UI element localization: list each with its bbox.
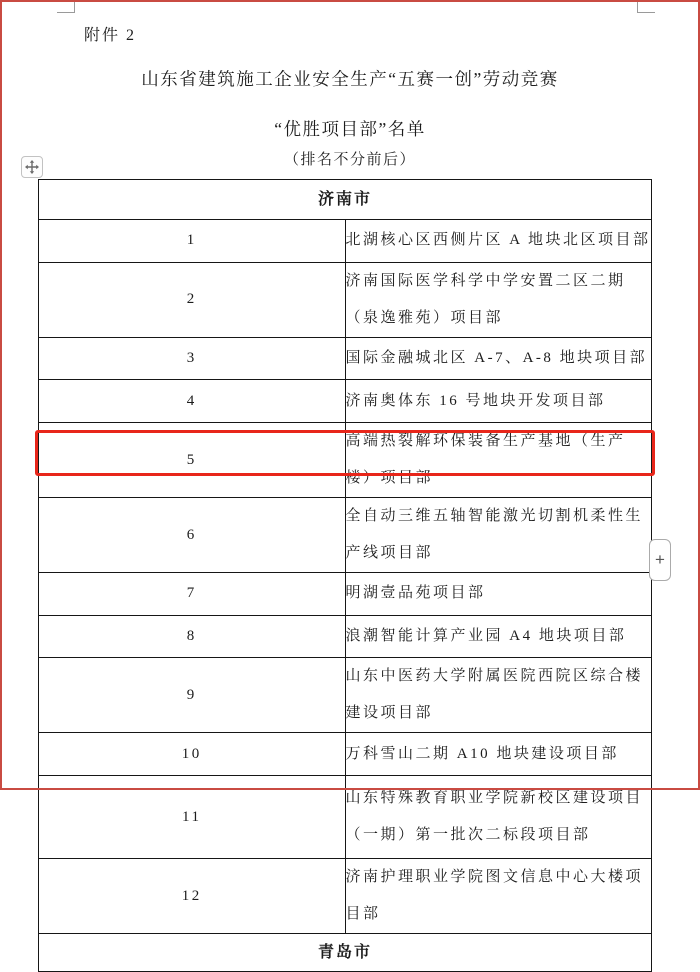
table-row (39, 615, 652, 658)
document-subtitle: （排名不分前后） (283, 152, 416, 168)
project-name[interactable]: 济南奥体东 16 号地块开发项目部 (345, 380, 652, 423)
row-number[interactable]: 9 (39, 658, 346, 733)
table-row (39, 658, 652, 733)
row-number[interactable]: 2 (39, 262, 346, 337)
row-number[interactable]: 8 (39, 615, 346, 658)
project-name[interactable]: 北湖核心区西侧片区 A 地块北区项目部 (345, 220, 652, 263)
row-number[interactable]: 10 (39, 733, 346, 776)
row-number[interactable]: 4 (39, 380, 346, 423)
project-name[interactable]: 山东中医药大学附属医院西院区综合楼建设项目部 (345, 658, 652, 733)
document-title-line1: 山东省建筑施工企业安全生产“五赛一创”劳动竞赛 (141, 69, 559, 89)
project-name[interactable]: 济南护理职业学院图文信息中心大楼项目部 (345, 859, 652, 934)
row-number[interactable]: 11 (39, 776, 346, 859)
table-row-highlighted (39, 498, 652, 573)
table-row (39, 859, 652, 934)
move-arrows-icon (25, 160, 39, 174)
city-header-row-next (39, 934, 652, 972)
document-title-line2: “优胜项目部”名单 (274, 119, 426, 139)
row-number[interactable]: 12 (39, 859, 346, 934)
table-row (39, 337, 652, 380)
project-name[interactable]: 浪潮智能计算产业园 A4 地块项目部 (345, 615, 652, 658)
project-name[interactable]: 万科雪山二期 A10 地块建设项目部 (345, 733, 652, 776)
table-insert-row-button[interactable]: + (649, 539, 671, 581)
project-name[interactable]: 高端热裂解环保装备生产基地（生产楼）项目部 (345, 423, 652, 498)
city-header-row (39, 180, 652, 220)
table-row (39, 220, 652, 263)
table-row (39, 573, 652, 616)
page-margin-mark-left (57, 0, 75, 13)
row-number[interactable]: 5 (39, 423, 346, 498)
table-move-handle[interactable] (21, 156, 43, 178)
project-name[interactable]: 全自动三维五轴智能激光切割机柔性生产线项目部 (345, 498, 652, 573)
project-name[interactable]: 国际金融城北区 A-7、A-8 地块项目部 (345, 337, 652, 380)
page-margin-mark-right (637, 0, 655, 13)
project-name[interactable]: 山东特殊教育职业学院新校区建设项目（一期）第一批次二标段项目部 (345, 776, 652, 859)
table-row (39, 380, 652, 423)
table-row (39, 776, 652, 859)
row-number[interactable]: 7 (39, 573, 346, 616)
row-number[interactable]: 6 (39, 498, 346, 573)
winners-table (38, 179, 652, 972)
city-header-qingdao[interactable]: 青岛市 (39, 934, 652, 972)
table-row (39, 262, 652, 337)
attachment-label: 附件 2 (84, 27, 137, 44)
row-number[interactable]: 1 (39, 220, 346, 263)
table-row (39, 733, 652, 776)
city-header-jinan[interactable]: 济南市 (39, 180, 652, 220)
project-name[interactable]: 济南国际医学科学中学安置二区二期（泉逸雅苑）项目部 (345, 262, 652, 337)
project-name[interactable]: 明湖壹品苑项目部 (345, 573, 652, 616)
row-number[interactable]: 3 (39, 337, 346, 380)
table-row (39, 423, 652, 498)
